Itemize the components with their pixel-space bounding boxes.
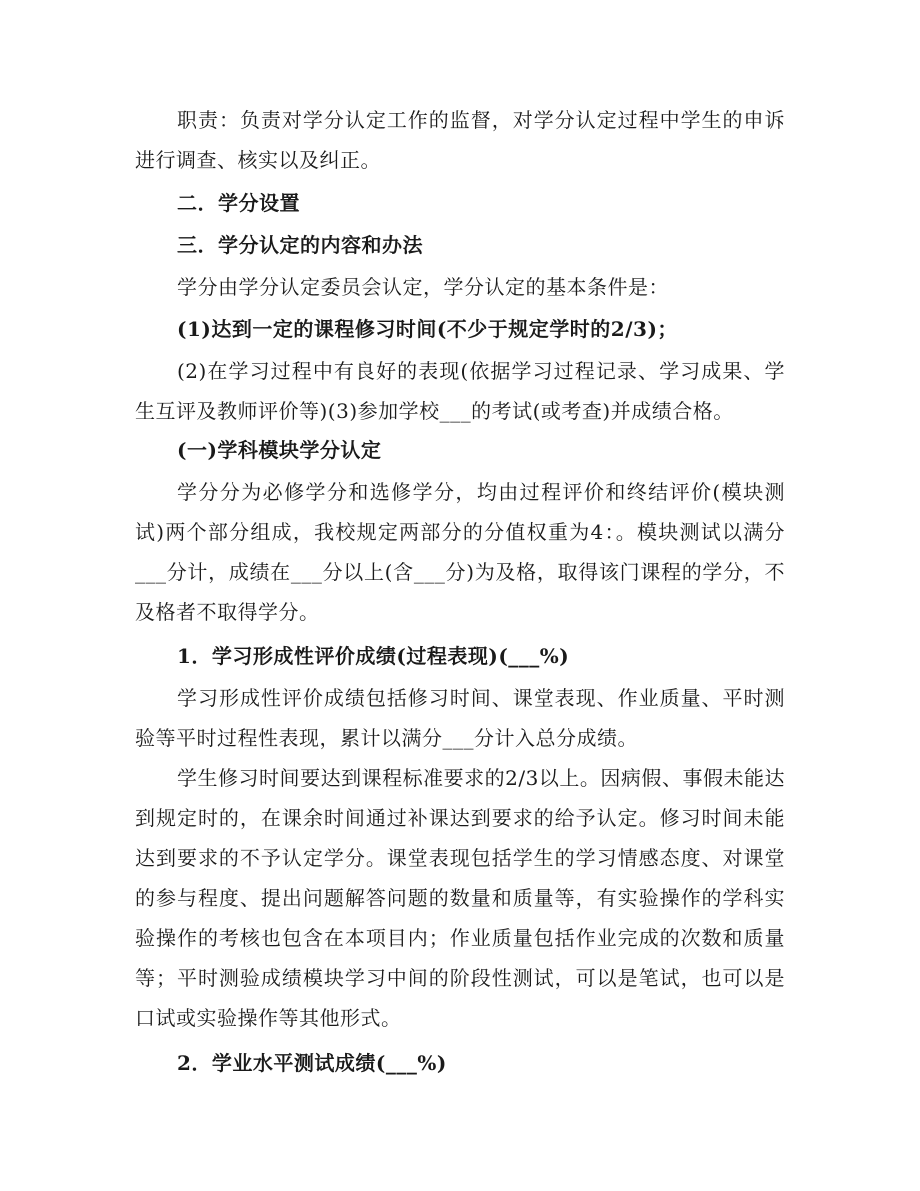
- heading-credit-setting: 二．学分设置: [177, 191, 300, 215]
- paragraph-conditions-2-3: (2)在学习过程中有良好的表现(依据学习过程记录、学习成果、学生互评及教师评价等)(3)参加学校___的考试(或考查)并成绩合格。: [135, 359, 785, 423]
- paragraph-formative-content: 学习形成性评价成绩包括修习时间、课堂表现、作业质量、平时测验等平时过程性表现，累计以满分___分计入总分成绩。: [135, 686, 785, 750]
- paragraph-attendance-requirements: 学生修习时间要达到课程标准要求的2/3以上。因病假、事假未能达到规定时的，在课余时间通过补课达到要求的给予认定。修习时间未能达到要求的不予认定学分。课堂表现包括学生的学习情感态度、对课堂的参与程度、提出问题解答问题的数量和质量等，有实验操作的学科实验操作的考核也包含在本项目内；作业质量包括作业完成的次数和质量等；平时测验成绩模块学习中间的阶段性测试，可以是笔试，也可以是口试或实验操作等其他形式。: [135, 766, 785, 1030]
- paragraph-duties: 职责：负责对学分认定工作的监督，对学分认定过程中学生的申诉进行调查、核实以及纠正。: [135, 108, 785, 172]
- heading-subject-module: (一)学科模块学分认定: [177, 438, 382, 462]
- heading-formative-evaluation: 1．学习形成性评价成绩(过程表现)(___%): [177, 644, 570, 668]
- paragraph-credit-types: 学分分为必修学分和选修学分，均由过程评价和终结评价(模块测试)两个部分组成，我校规定两部分的分值权重为4：。模块测试以满分___分计，成绩在___分以上(含___分)为及格，取得该门课程的学分，不及格者不取得学分。: [135, 480, 785, 624]
- heading-condition-1: (1)达到一定的课程修习时间(不少于规定学时的2/3)；: [177, 317, 678, 341]
- heading-credit-recognition: 三．学分认定的内容和办法: [177, 233, 423, 257]
- heading-academic-test: 2．学业水平测试成绩(___%): [177, 1051, 447, 1075]
- paragraph-basic-conditions: 学分由学分认定委员会认定，学分认定的基本条件是：: [177, 275, 669, 299]
